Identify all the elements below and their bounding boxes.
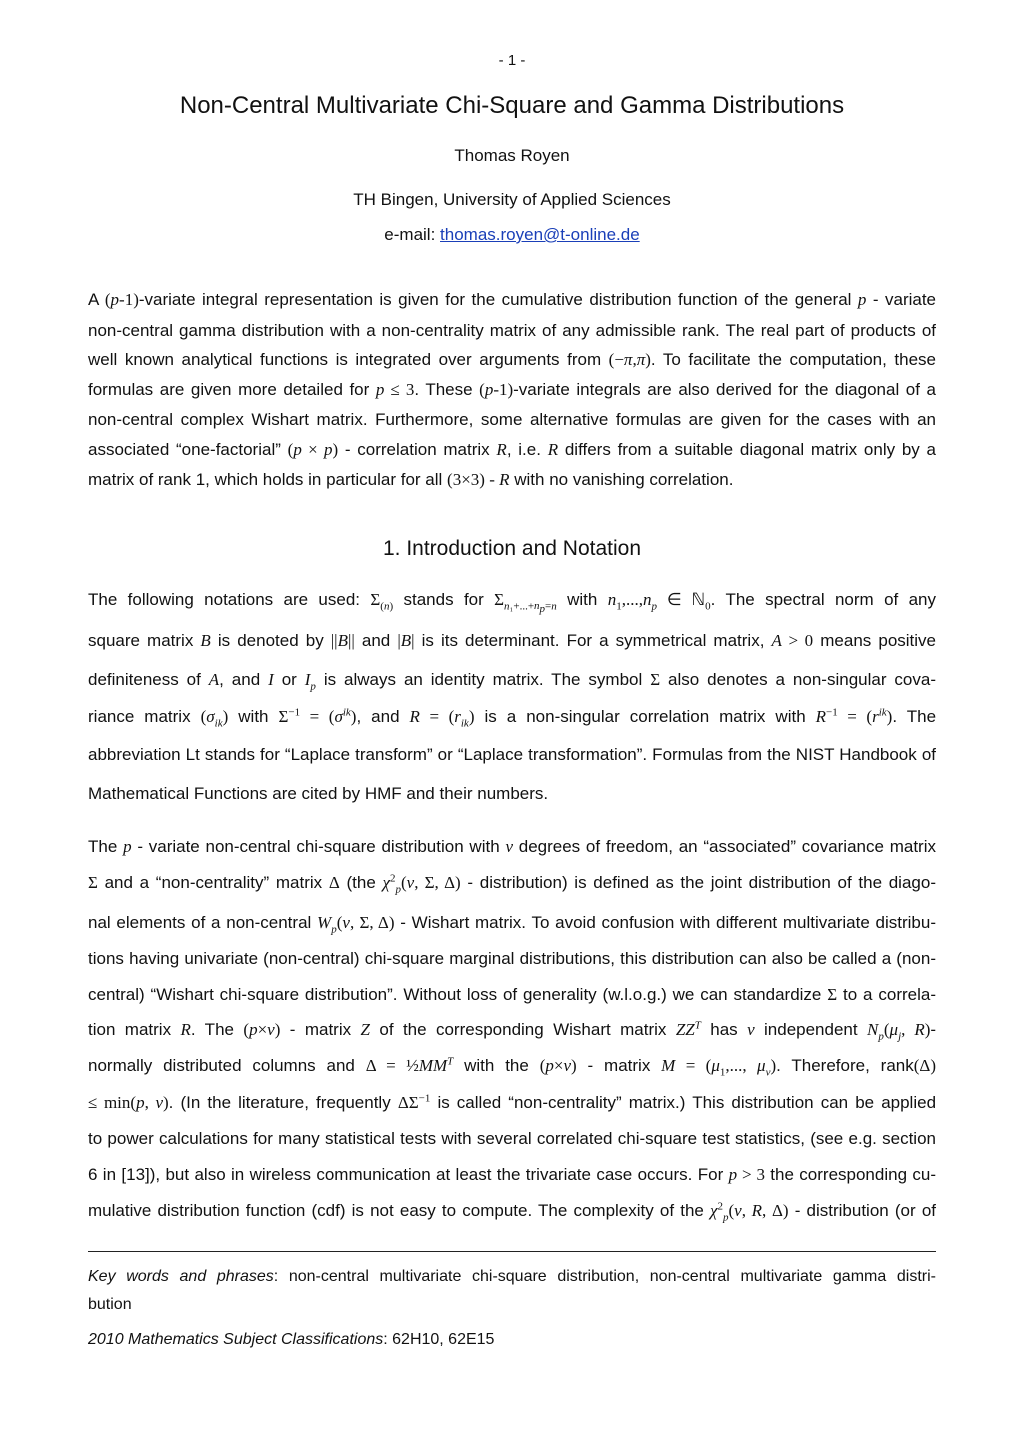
footnote-keywords-cont: bution — [88, 1296, 132, 1313]
body-line: riance matrix $(\sigma_{ik})$ with $\Sigma^{-1} = (\sigma^{ik})$, and $R = (r_{ik})$ is a non-singular correlation matrix with $R^{-1} = (r^{ik})$. The — [88, 706, 937, 730]
abstract-line: non-central gamma distribution with a non-centrality matrix of any admissible rank. The real part of products of — [88, 321, 936, 340]
body-line: normally distributed columns and $\Delta = \frac{1}{2}MM^T$ with the (p×ν) - matrix $M = (\mu_1$,..., $\mu_\nu$). Therefore, rank(Δ) — [88, 1055, 936, 1079]
author-email — [0, 225, 1024, 245]
body-line: tion matrix R. The (p×ν) - matrix Z of the corresponding Wishart matrix $ZZ^T$ has ν independent $N_p(\mu_j$, R)- — [88, 1019, 937, 1043]
body-line: nal elements of a non-central $W_p(\nu$, Σ, Δ) - Wishart matrix. To avoid confusion with different multivariate distribu- — [88, 913, 936, 936]
email-prefix: e-mail: — [384, 225, 441, 244]
body-line: Mathematical Functions are cited by HMF and their numbers. — [88, 784, 549, 803]
abstract-line: non-central complex Wishart matrix. Furthermore, some alternative formulas are given for the cases with an — [88, 410, 936, 429]
abstract-line: formulas are given more detailed for p ≤ 3. These (p-1)-variate integrals are also derived for the diagonal of a — [88, 380, 936, 399]
body-line: The following notations are used: $\Sigma_{(n)}$ stands for $\Sigma_{n_1+...+n_p=n}$ with $n_1,...,n_p$ ∈ ℕ$_0$. The spectral norm of any — [88, 590, 937, 616]
body-line: central) “Wishart chi-square distribution”. Without loss of generality (w.l.o.g.) we can standardize Σ to a correla- — [88, 985, 936, 1004]
body-line: mulative distribution function (cdf) is not easy to compute. The complexity of the $\chi^2_p(\nu$, R, Δ) - distribution (or of — [88, 1200, 937, 1224]
abstract-line: A (p-1)-variate integral representation is given for the cumulative distribution function of the general p - variate — [88, 290, 937, 309]
abstract-line: well known analytical functions is integrated over arguments from (−π,π). To facilitate the computation, these — [88, 350, 937, 369]
body-line: square matrix B is denoted by ||B|| and |B| is its determinant. For a symmetrical matrix, A > 0 means positive — [88, 631, 936, 650]
footnote-rule — [88, 1251, 936, 1252]
email-link[interactable]: thomas.royen@t-online.de — [440, 225, 640, 244]
abstract-line: associated “one-factorial” (p × p) - correlation matrix R, i.e. R differs from a suitable diagonal matrix only by a — [88, 440, 937, 459]
body-line: tions having univariate (non-central) chi-square marginal distributions, this distribution can also be called a (non- — [88, 949, 936, 968]
paper-title: Non-Central Multivariate Chi-Square and Gamma Distributions — [179, 92, 845, 119]
body-line: definiteness of A, and I or $I_p$ is always an identity matrix. The symbol Σ also denotes a non-singular cova- — [88, 670, 936, 693]
body-line: The p - variate non-central chi-square distribution with ν degrees of freedom, an “associated” covariance matrix — [88, 837, 936, 856]
body-line: 6 in [13]), but also in wireless communication at least the trivariate case occurs. For p > 3 the corresponding cu- — [88, 1165, 936, 1184]
author-name: Thomas Royen — [454, 146, 570, 165]
page-number: - 1 - — [498, 52, 526, 69]
footnote-keywords: Key words and phrases: non-central multivariate chi-square distribution, non-central multivariate gamma distri- — [88, 1268, 936, 1285]
abstract-line: matrix of rank 1, which holds in particular for all (3×3) - R with no vanishing correlation. — [88, 470, 734, 489]
body-line: Σ and a “non-centrality” matrix Δ (the $\chi^2_p(\nu$, Σ, Δ) - distribution) is defined as the joint distribution of the diago- — [88, 872, 936, 896]
body-line: to power calculations for many statistical tests with several correlated chi-square test statistics, (see e.g. section — [88, 1129, 936, 1148]
body-line: abbreviation Lt stands for “Laplace transform” or “Laplace transformation”. Formulas from the NIST Handbook of — [88, 745, 936, 764]
section-heading: 1. Introduction and Notation — [382, 537, 641, 560]
footnote-msc: 2010 Mathematics Subject Classifications: 62H10, 62E15 — [88, 1331, 495, 1348]
author-affiliation: TH Bingen, University of Applied Sciences — [353, 190, 671, 209]
body-line: ≤ min(p, ν). (In the literature, frequently $\Delta\Sigma^{-1}$ is called “non-centrality” matrix.) This distribution can be applied — [88, 1092, 937, 1112]
